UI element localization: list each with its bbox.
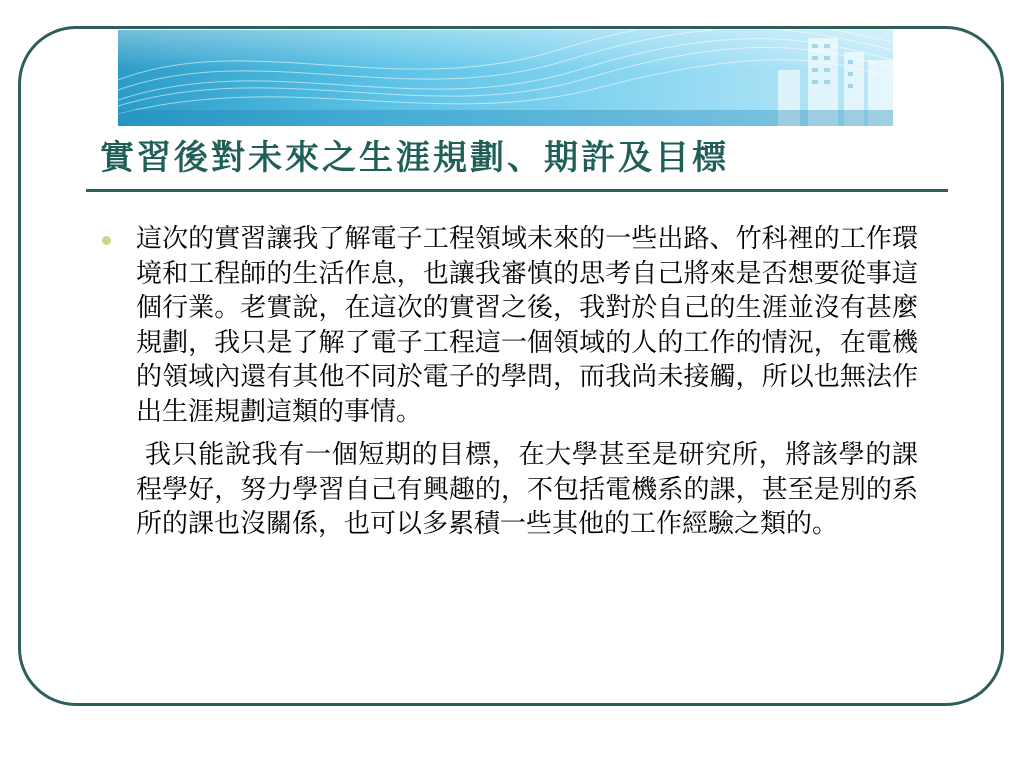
title-underline xyxy=(86,189,948,192)
indented-paragraph: 我只能說我有一個短期的目標，在大學甚至是研究所，將該學的課程學好，努力學習自己有興趣的，不包括電機系的課，甚至是別的系所的課也沒關係，也可以多累積一些其他的工作經驗之類的。 xyxy=(136,440,918,539)
slide-title: 實習後對未來之生涯規劃、期許及目標 xyxy=(100,138,729,178)
header-banner-image xyxy=(118,30,893,126)
bullet-icon xyxy=(102,236,111,245)
bullet-item xyxy=(100,222,930,429)
slide-body xyxy=(100,222,930,542)
bullet-paragraph: 這次的實習讓我了解電子工程領域未來的一些出路、竹科裡的工作環境和工程師的生活作息，也讓我審慎的思考自己將來是否想要從事這個行業。老實說，在這次的實習之後，我對於自己的生涯並沒有甚麼規劃，我只是了解了電子工程這一個領域的人的工作的情況，在電機的領域內還有其他不同於電子的學問，而我尚未接觸，所以也無法作出生涯規劃這類的事情。 xyxy=(136,224,918,427)
